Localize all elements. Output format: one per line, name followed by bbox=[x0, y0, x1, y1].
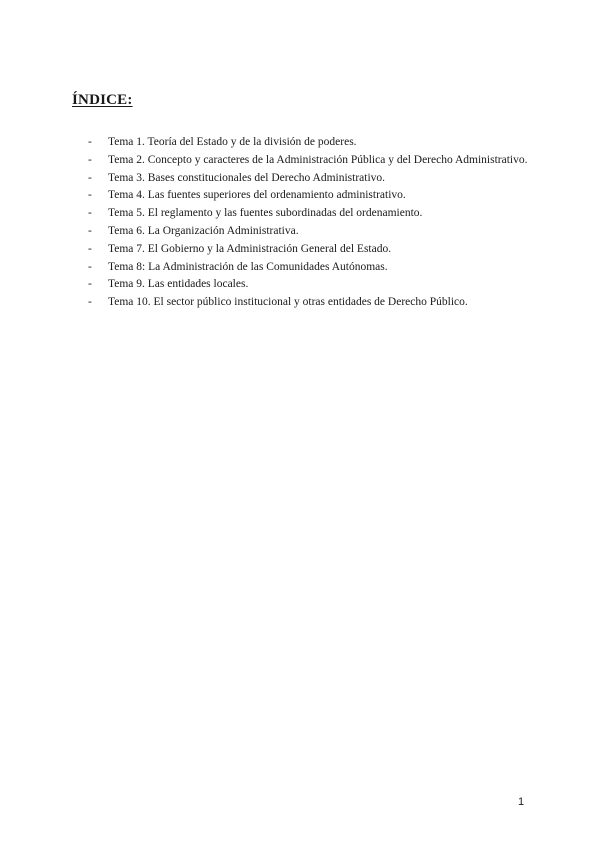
toc-dash: - bbox=[88, 136, 92, 148]
toc-item-text: Tema 3. Bases constitucionales del Derecho Administrativo. bbox=[108, 171, 386, 184]
toc-item-text: Tema 4. Las fuentes superiores del ordenamiento administrativo. bbox=[108, 189, 406, 202]
toc-item-text: Tema 7. El Gobierno y la Administración General del Estado. bbox=[108, 242, 392, 255]
toc-item-text: Tema 1. Teoría del Estado y de la división de poderes. bbox=[108, 136, 357, 148]
index-title: ÍNDICE: bbox=[72, 92, 133, 108]
toc-item-text: Tema 2. Concepto y caracteres de la Administración Pública y del Derecho Administrativo. bbox=[108, 153, 528, 166]
toc-item bbox=[88, 170, 528, 187]
toc-dash: - bbox=[88, 278, 92, 291]
toc-item-text: Tema 5. El reglamento y las fuentes subordinadas del ordenamiento. bbox=[108, 207, 423, 220]
toc-dash: - bbox=[88, 153, 92, 166]
toc-dash: - bbox=[88, 171, 92, 184]
toc-item-text: Tema 6. La Organización Administrativa. bbox=[108, 224, 299, 237]
toc-item bbox=[88, 241, 528, 258]
toc-item bbox=[88, 276, 528, 293]
page-number: 1 bbox=[518, 796, 525, 808]
toc-dash: - bbox=[88, 242, 92, 255]
toc-dash: - bbox=[88, 260, 92, 273]
toc-item bbox=[88, 134, 528, 151]
toc-item bbox=[88, 205, 528, 222]
toc-item bbox=[88, 259, 528, 276]
toc-item bbox=[88, 152, 528, 169]
toc-dash: - bbox=[88, 224, 92, 237]
toc-item bbox=[88, 294, 528, 311]
toc-item-text: Tema 9. Las entidades locales. bbox=[108, 278, 249, 291]
toc-dash: - bbox=[88, 189, 92, 202]
toc-dash: - bbox=[88, 207, 92, 220]
toc-item bbox=[88, 187, 528, 204]
toc-item-text: Tema 8: La Administración de las Comunidades Autónomas. bbox=[108, 260, 388, 273]
table-of-contents bbox=[88, 134, 528, 312]
toc-dash: - bbox=[88, 296, 92, 309]
toc-item-text: Tema 10. El sector público institucional y otras entidades de Derecho Público. bbox=[108, 296, 468, 309]
toc-item bbox=[88, 223, 528, 240]
